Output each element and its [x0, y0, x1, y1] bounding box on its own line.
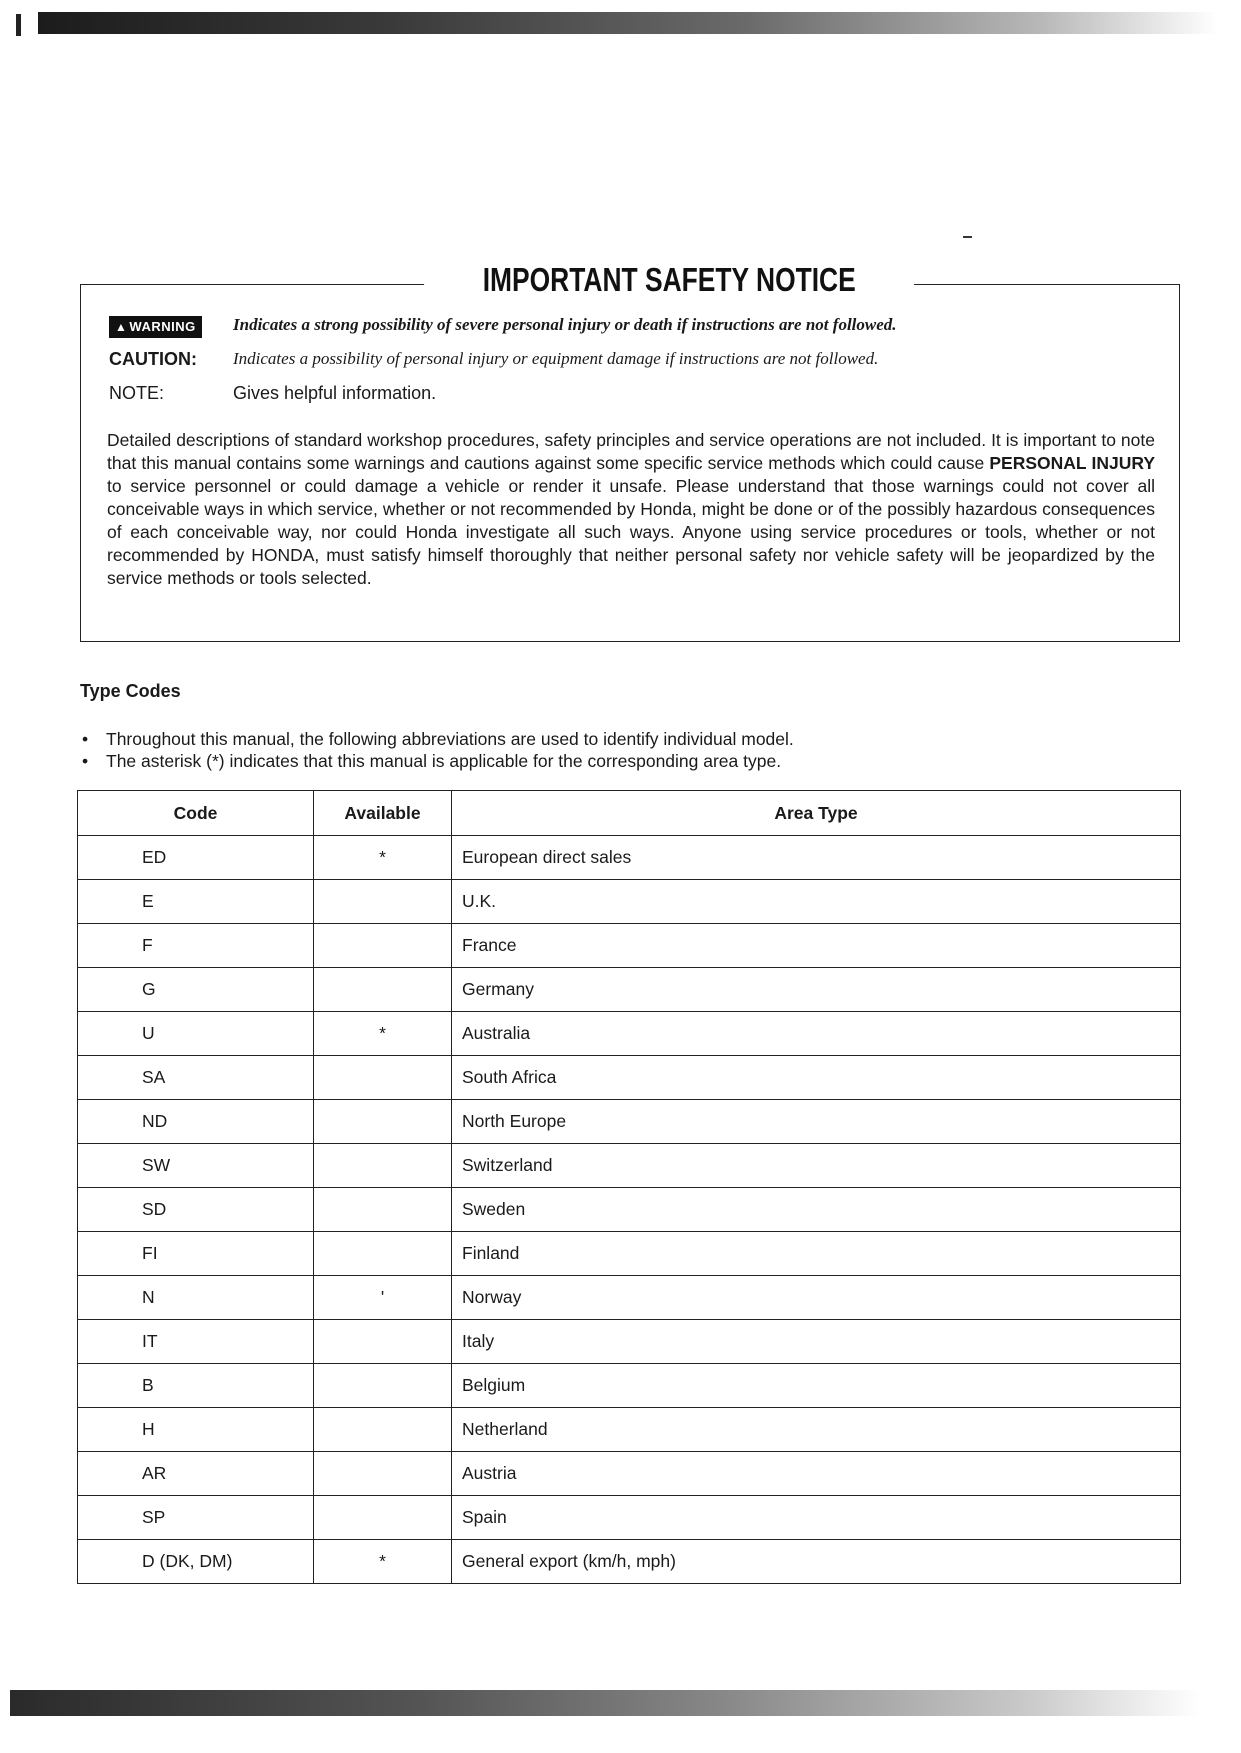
available-cell [314, 1408, 452, 1452]
table-row [78, 968, 1181, 1012]
available-cell: * [314, 1540, 452, 1584]
area-type-cell: European direct sales [452, 836, 1181, 880]
table-row [78, 1232, 1181, 1276]
table-row [78, 1408, 1181, 1452]
header-available: Available [314, 791, 452, 836]
table-row [78, 1540, 1181, 1584]
scan-footer-band [10, 1690, 1200, 1716]
available-cell [314, 880, 452, 924]
area-type-cell: Belgium [452, 1364, 1181, 1408]
available-cell [314, 1496, 452, 1540]
code-cell: ED [78, 836, 314, 880]
available-cell [314, 1452, 452, 1496]
personal-injury-emphasis: PERSONAL INJURY [989, 453, 1155, 473]
type-codes-heading: Type Codes [80, 681, 181, 701]
safety-notice-title: IMPORTANT SAFETY NOTICE [424, 261, 914, 299]
available-cell [314, 924, 452, 968]
available-cell: * [314, 1012, 452, 1056]
area-type-cell: Sweden [452, 1188, 1181, 1232]
type-codes-table [77, 790, 1181, 1584]
table-row [78, 924, 1181, 968]
stray-dash-mark [963, 236, 972, 238]
table-row [78, 1056, 1181, 1100]
table-row [78, 880, 1181, 924]
available-cell [314, 1100, 452, 1144]
code-cell: SD [78, 1188, 314, 1232]
code-cell: F [78, 924, 314, 968]
safety-notice-paragraph: Detailed descriptions of standard workshop procedures, safety principles and service operations are not included. It is important to note that this manual contains some warnings and cautions against some specific service methods which could cause PERSONAL INJURY to service personnel or could damage a vehicle or render it unsafe. Please understand that those warnings could not cover all conceivable ways in which service, whether or not recommended by Honda, might be done or of the possibly hazardous consequences of each conceivable way, nor could Honda investigate all such ways. Anyone using service procedures or tools, whether or not recommended by HONDA, must satisfy himself thoroughly that neither personal safety nor vehicle safety will be jeopardized by the service methods or tools selected. [107, 430, 1155, 588]
code-cell: SA [78, 1056, 314, 1100]
code-cell: N [78, 1276, 314, 1320]
note-label: NOTE: [109, 383, 165, 403]
type-codes-bullets [80, 728, 794, 772]
table-row [78, 836, 1181, 880]
caution-label: CAUTION: [109, 349, 197, 369]
area-type-cell: South Africa [452, 1056, 1181, 1100]
available-cell [314, 968, 452, 1012]
area-type-cell: Australia [452, 1012, 1181, 1056]
code-cell: SW [78, 1144, 314, 1188]
bullet-item: • Throughout this manual, the following abbreviations are used to identify individual model. [80, 728, 794, 750]
area-type-cell: Germany [452, 968, 1181, 1012]
available-cell [314, 1144, 452, 1188]
area-type-cell: General export (km/h, mph) [452, 1540, 1181, 1584]
available-cell: * [314, 836, 452, 880]
available-cell [314, 1364, 452, 1408]
available-cell [314, 1232, 452, 1276]
area-type-cell: Netherland [452, 1408, 1181, 1452]
table-row [78, 1100, 1181, 1144]
header-area-type: Area Type [452, 791, 1181, 836]
area-type-cell: North Europe [452, 1100, 1181, 1144]
code-cell: G [78, 968, 314, 1012]
code-cell: SP [78, 1496, 314, 1540]
table-row [78, 1144, 1181, 1188]
area-type-cell: Switzerland [452, 1144, 1181, 1188]
warning-badge: ▲ WARNING [109, 315, 202, 338]
caution-text: Indicates a possibility of personal injury or equipment damage if instructions are not followed. [233, 349, 879, 368]
table-row [78, 1364, 1181, 1408]
available-cell [314, 1188, 452, 1232]
header-code: Code [78, 791, 314, 836]
table-row [78, 1320, 1181, 1364]
table-row [78, 1496, 1181, 1540]
table-row [78, 1188, 1181, 1232]
safety-notice-box [80, 261, 1180, 642]
area-type-cell: Italy [452, 1320, 1181, 1364]
code-cell: AR [78, 1452, 314, 1496]
area-type-cell: France [452, 924, 1181, 968]
available-cell [314, 1320, 452, 1364]
code-cell: D (DK, DM) [78, 1540, 314, 1584]
scan-margin-mark [16, 14, 21, 36]
area-type-cell: Norway [452, 1276, 1181, 1320]
note-text: Gives helpful information. [233, 383, 437, 403]
area-type-cell: Spain [452, 1496, 1181, 1540]
warning-triangle-icon: ▲ [115, 320, 128, 334]
code-cell: H [78, 1408, 314, 1452]
available-cell [314, 1056, 452, 1100]
bullet-item: • The asterisk (*) indicates that this manual is applicable for the corresponding area type. [80, 750, 794, 772]
area-type-cell: Finland [452, 1232, 1181, 1276]
table-header-row [78, 791, 1181, 836]
table-row [78, 1012, 1181, 1056]
code-cell: ND [78, 1100, 314, 1144]
code-cell: B [78, 1364, 314, 1408]
code-cell: E [78, 880, 314, 924]
code-cell: U [78, 1012, 314, 1056]
table-row [78, 1452, 1181, 1496]
area-type-cell: Austria [452, 1452, 1181, 1496]
table-row [78, 1276, 1181, 1320]
warning-text: Indicates a strong possibility of severe personal injury or death if instructions are not followed. [233, 315, 897, 334]
code-cell: IT [78, 1320, 314, 1364]
code-cell: FI [78, 1232, 314, 1276]
scan-header-band [38, 12, 1218, 34]
available-cell: ' [314, 1276, 452, 1320]
area-type-cell: U.K. [452, 880, 1181, 924]
